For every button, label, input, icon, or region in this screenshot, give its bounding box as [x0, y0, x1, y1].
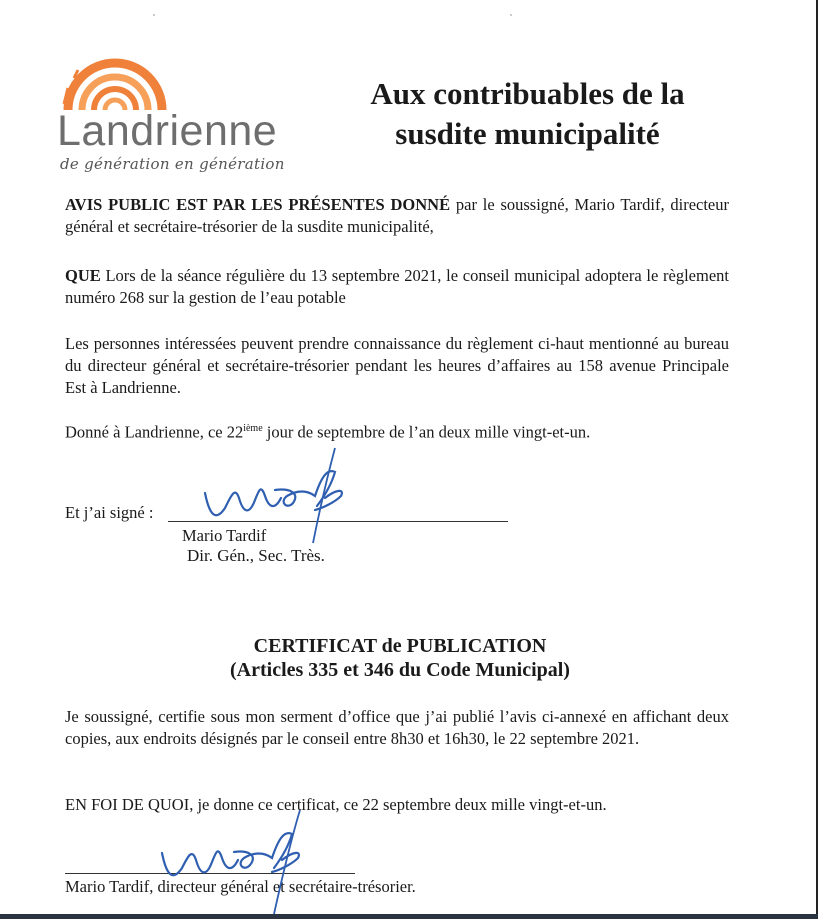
bottom-bar [0, 914, 818, 919]
certificate-subtitle: (Articles 335 et 346 du Code Municipal) [230, 659, 570, 681]
certificate-paragraph: Je soussigné, certifie sous mon serment d’office que j’ai publié l’avis ci-annexé en affichant deux copies, aux endroits désignés par le conseil entre 8h30 et 16h30, le 22 septembre 2021. [65, 707, 729, 748]
notice-paragraph-1 [65, 194, 729, 238]
notice-date-line: Donné à Landrienne, ce 22ième jour de septembre de l’an deux mille vingt-et-un. [65, 422, 591, 442]
page-title [330, 74, 725, 155]
logo-tagline: de génération en génération [60, 155, 285, 173]
signature-label: Et j’ai signé : [65, 503, 154, 522]
signer-name: Mario Tardif [182, 526, 267, 545]
landrienne-logo [55, 58, 315, 178]
notice-heading: AVIS PUBLIC EST PAR LES PRÉSENTES DONNÉ [65, 195, 451, 214]
handwritten-signature-2 [150, 808, 310, 916]
signer-role: Dir. Gén., Sec. Très. [187, 546, 325, 565]
title-line-1: Aux contribuables de la [370, 76, 685, 111]
notice-paragraph-2 [65, 265, 729, 309]
title-line-2: susdite municipalité [395, 116, 660, 152]
que-keyword: QUE [65, 266, 101, 285]
certificate-signer: Mario Tardif, directeur général et secrétaire-trésorier. [65, 877, 416, 896]
certificate-title: CERTIFICAT de PUBLICATION [253, 635, 547, 657]
notice-paragraph-3: Les personnes intéressées peuvent prendre connaissance du règlement ci-haut mentionné au bureau du directeur général et secrétaire-trésorier pendant les heures d’affaires au 158 avenue Principale Est à Landrienne. [65, 334, 729, 397]
certificate-declaration: EN FOI DE QUOI, je donne ce certificat, ce 22 septembre deux mille vingt-et-un. [65, 795, 607, 814]
scan-speck [510, 14, 512, 16]
handwritten-signature-1 [195, 438, 355, 548]
scan-speck [153, 14, 155, 16]
logo-wordmark: Landrienne [57, 107, 278, 155]
notice-resolution: Lors de la séance régulière du 13 septembre 2021, le conseil municipal adoptera le règlement numéro 268 sur la gestion de l’eau potable [65, 266, 729, 307]
notice-intro: par le soussigné, Mario Tardif, directeur général et secrétaire-trésorier de la susdite municipalité, [65, 195, 729, 236]
